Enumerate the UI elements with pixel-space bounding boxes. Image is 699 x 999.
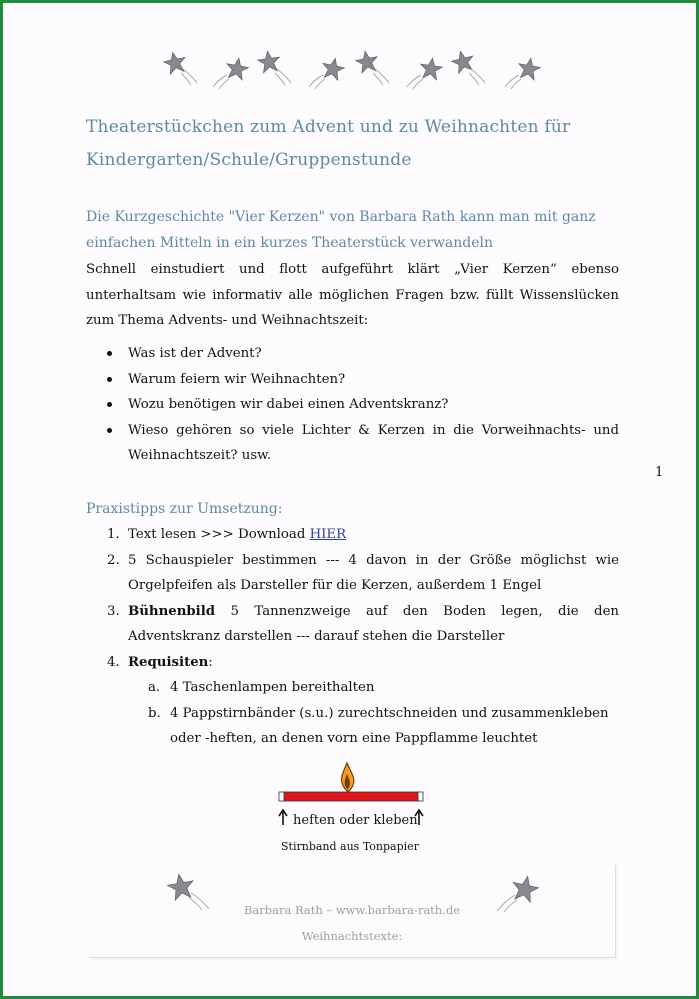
step-colon: : <box>208 654 213 670</box>
step-bold-label: Requisiten <box>128 654 209 670</box>
arrow-up-icon <box>279 810 287 825</box>
step-number: 3. <box>107 603 120 619</box>
steps-list <box>86 522 619 752</box>
title-line-2: Kindergarten/Schule/Gruppenstunde <box>86 150 412 170</box>
footer-box <box>89 865 616 958</box>
download-link[interactable]: HIER <box>309 527 347 542</box>
subheading-line-2: einfachen Mitteln in ein kurzes Theaterstück verwandeln <box>86 235 494 251</box>
star-icon <box>450 49 485 85</box>
list-item <box>86 650 619 752</box>
footer-category: Weihnachtstexte: <box>301 929 403 943</box>
sub-step-text: 4 Taschenlampen bereithalten <box>170 680 375 695</box>
list-item <box>86 522 619 548</box>
step-number: 2. <box>107 552 120 568</box>
list-item <box>86 548 619 599</box>
star-icon <box>213 56 250 89</box>
intro-paragraph: Schnell einstudiert und flott aufgeführt klärt „Vier Kerzen“ ebenso unterhaltsam wie informativ alle möglichen Fragen bzw. füllt Wissenslücken zum Thema Advents- und Weihnachtszeit: <box>86 262 619 328</box>
sub-step-letter: a. <box>148 680 161 695</box>
star-icon <box>407 57 443 89</box>
headband-title: Stirnband aus Tonpapier <box>281 840 419 853</box>
title-line-1: Theaterstückchen zum Advent und zu Weihnachten für <box>86 117 571 137</box>
footer-author: Barbara Rath – www.barbara-rath.de <box>243 903 461 917</box>
sub-step-letter: b. <box>148 705 161 721</box>
headband-left-end <box>279 792 284 801</box>
list-item <box>128 675 619 701</box>
step-text: 5 Schauspieler bestimmen --- 4 davon in der Größe möglichst wie Orgelpfeifen als Darsteller für die Kerzen, außerdem 1 Engel <box>128 552 619 593</box>
list-item <box>86 599 619 650</box>
headband-strip <box>283 792 419 801</box>
star-icon <box>257 50 291 85</box>
headband-right-end <box>418 792 423 801</box>
step-number: 4. <box>107 654 120 670</box>
sub-steps-list <box>128 675 619 752</box>
list-item: Was ist der Advent? <box>86 341 619 367</box>
list-item <box>128 701 619 752</box>
step-text: 5 Tannenzweige auf den Boden legen, die den Adventskranz darstellen --- darauf stehen die Darsteller <box>128 603 619 644</box>
list-item: Warum feiern wir Weihnachten? <box>86 367 619 393</box>
star-icon <box>505 56 542 89</box>
step-text: Text lesen >>> Download <box>128 527 310 542</box>
list-item: Wozu benötigen wir dabei einen Adventskranz? <box>86 392 619 418</box>
sub-step-text: 4 Pappstirnbänder (s.u.) zurechtschneiden und zusammenkleben oder -heften, an denen vorn eine Pappflamme leuchtet <box>170 705 609 746</box>
step-number: 1. <box>107 527 120 542</box>
step-bold-label: Bühnenbild <box>128 603 216 619</box>
section-title-praxis: Praxistipps zur Umsetzung: <box>86 501 283 517</box>
star-icon <box>354 49 389 85</box>
page-number: 1 <box>655 465 664 480</box>
flame-icon <box>342 763 354 791</box>
headband-caption: heften oder kleben <box>293 813 418 828</box>
question-list <box>86 341 619 469</box>
subheading <box>86 204 620 256</box>
decorative-stars-banner <box>153 47 553 93</box>
subheading-line-1: Die Kurzgeschichte "Vier Kerzen" von Barbara Rath kann man mit ganz <box>86 209 596 225</box>
star-icon <box>162 50 197 85</box>
list-item: Wieso gehören so viele Lichter & Kerzen in die Vorweihnachts- und Weihnachtszeit? usw. <box>86 418 619 469</box>
star-icon <box>309 56 346 89</box>
page-title <box>86 111 620 177</box>
